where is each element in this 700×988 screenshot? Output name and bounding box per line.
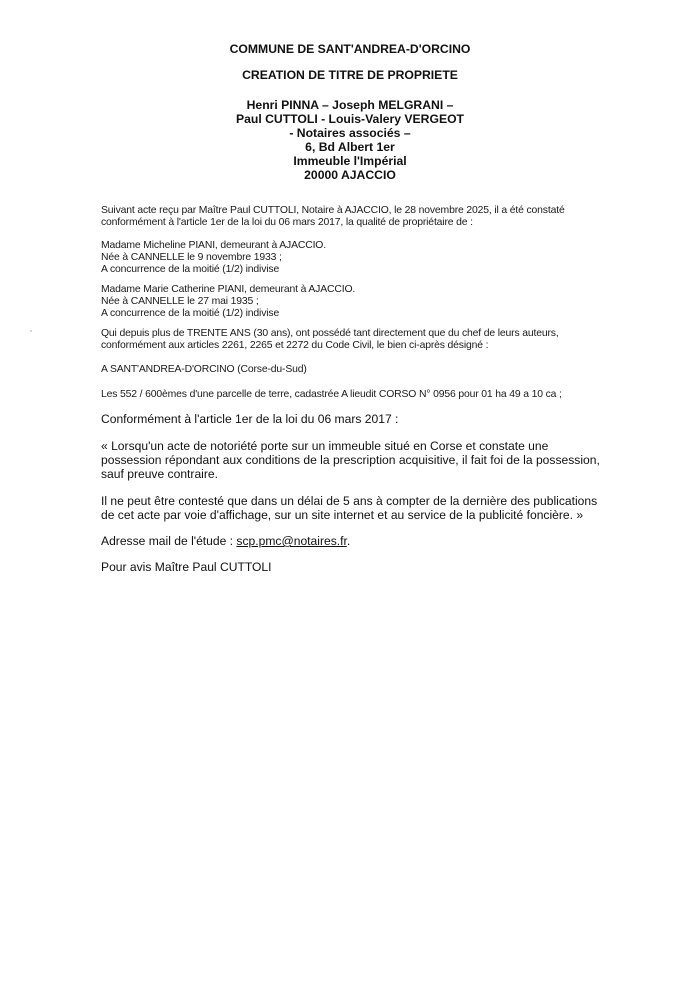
law-reference: Conformément à l'article 1er de la loi du 06 mars 2017 : <box>101 412 399 426</box>
notaries-line: Paul CUTTOLI - Louis-Valery VERGEOT <box>236 112 464 126</box>
owner-1: Madame Micheline PIANI, demeurant à AJACCIO. Née à CANNELLE le 9 novembre 1933 ; A concurrence de la moitié (1/2) indivise <box>101 240 326 275</box>
email-line: Adresse mail de l'étude : scp.pmc@notaires.fr. <box>101 534 351 548</box>
address-line: 6, Bd Albert 1er <box>305 140 395 154</box>
parcel-line: Les 552 / 600èmes d'une parcelle de terre, cadastrée A lieudit CORSO N° 0956 pour 01 ha 49 a 10 ca ; <box>101 389 562 400</box>
notaries-line: - Notaires associés – <box>289 126 411 140</box>
quote-paragraph-1: « Lorsqu'un acte de notoriété porte sur un immeuble situé en Corse et constate une possession répondant aux conditions de la prescription acquisitive, il fait foi de la possession, sauf preuve contraire. <box>101 439 600 481</box>
owner-2: Madame Marie Catherine PIANI, demeurant à AJACCIO. Née à CANNELLE le 27 mai 1935 ; A concurrence de la moitié (1/2) indivise <box>101 284 356 319</box>
signature-line: Pour avis Maître Paul CUTTOLI <box>101 560 272 574</box>
address-line: Immeuble l'Impérial <box>293 154 407 168</box>
quote-paragraph-2: Il ne peut être contesté que dans un délai de 5 ans à compter de la dernière des publications de cet acte par voie d'affichage, sur un site internet et au service de la publicité foncière. » <box>101 494 598 522</box>
scan-speck <box>30 330 32 332</box>
email-label: Adresse mail de l'étude : <box>101 534 237 548</box>
notaries-line: Henri PINNA – Joseph MELGRANI – <box>246 98 454 112</box>
address-line: 20000 AJACCIO <box>304 168 396 182</box>
notaries-block <box>0 98 700 182</box>
email-link[interactable]: scp.pmc@notaires.fr <box>236 534 347 548</box>
location-line: A SANT'ANDREA-D'ORCINO (Corse-du-Sud) <box>101 364 307 375</box>
intro-paragraph: Suivant acte reçu par Maître Paul CUTTOLI, Notaire à AJACCIO, le 28 novembre 2025, il a été constaté conformément à l'article 1er de la loi du 06 mars 2017, la qualité de propriétaire de : <box>101 205 565 228</box>
document-title: CREATION DE TITRE DE PROPRIETE <box>242 68 458 82</box>
possession-paragraph: Qui depuis plus de TRENTE ANS (30 ans), ont possédé tant directement que du chef de leurs auteurs, conformément aux articles 2261, 2265 et 2272 du Code Civil, le bien ci-après désigné : <box>101 328 559 351</box>
commune-heading: COMMUNE DE SANT'ANDREA-D'ORCINO <box>229 42 471 56</box>
